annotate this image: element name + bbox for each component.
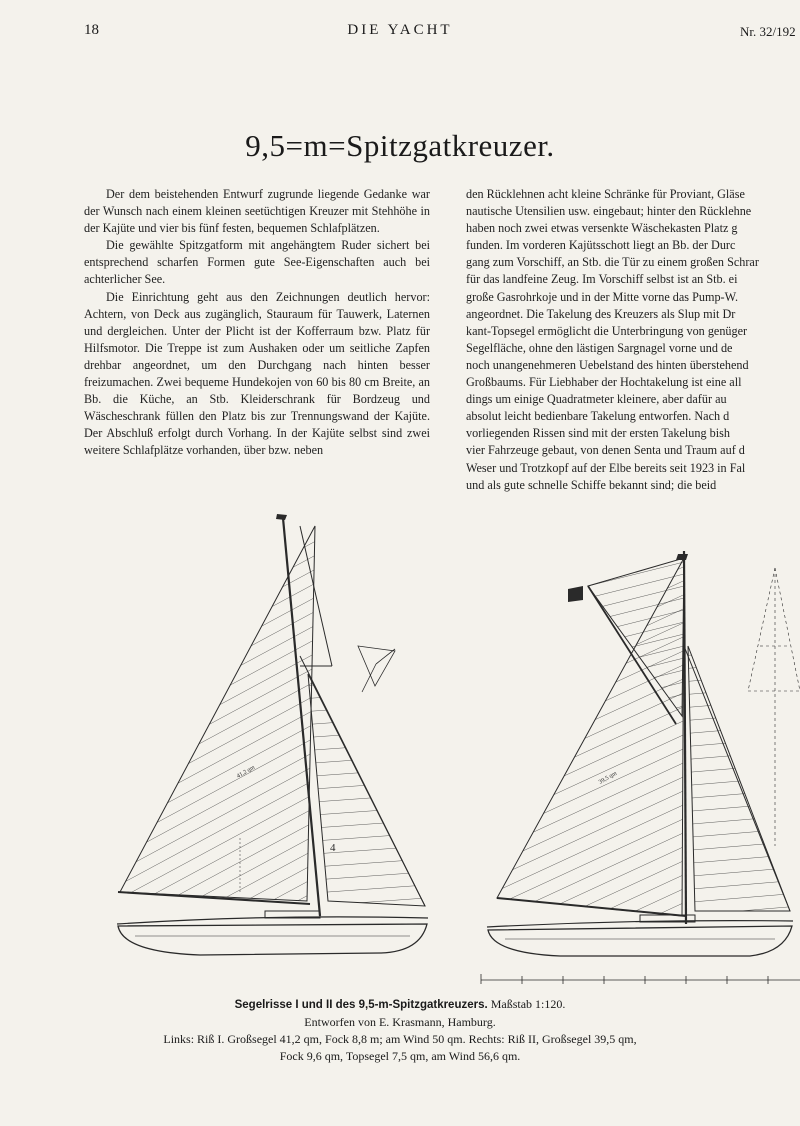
sail-seam — [680, 750, 800, 760]
caption-designer: Entworfen von E. Krasmann, Hamburg. — [304, 1015, 496, 1029]
text-line: Segelfläche, ohne den lästigen Sargnagel vorne und de — [466, 340, 733, 355]
text-line: kant-Topsegel ermöglicht die Unterbringung von genüger — [466, 323, 748, 338]
sail-seam — [580, 606, 700, 636]
sail-seam — [680, 789, 800, 799]
sail-seam — [680, 711, 800, 721]
text-line: und als gute schnelle Schiffe bekannt sind; die beid — [466, 477, 717, 492]
sail-seam — [300, 767, 440, 777]
text-line: vier Fahrzeuge gebaut, von denen Senta und Traum auf d — [466, 443, 745, 458]
sail-seam — [680, 685, 800, 695]
paragraph: Die Einrichtung geht aus den Zeichnungen deutlich hervor: Achtern, von Deck aus zugänglich, Stauraum für Tauwerk, Laternen und dergleichen. Unter der Plicht ist der Kofferraum bzw. Platz für Hilfsmotor. Die Treppe ist zum Aushaken oder um seitliche Zapfen drehbar angeordnet, um den Durchgang nach hinten besser freizumachen. Zwei bequeme Hundekojen von 60 bis 80 cm Breite, an Bb. die Küche, an Stb. Kleiderschrank für Bordzeug und Wäscheschrank füllen den Platz bis zur Trennungswand der Kajüte. Der Abschluß erfolgt durch Vorhang. In der Kajüte selbst sind zwei weitere Schlafplätze vorhanden, über bzw. neben — [84, 289, 430, 458]
text-line: noch unangenehmeren Uebelstand des hinten überstehend — [466, 357, 749, 372]
sail-seam — [300, 871, 440, 881]
forestay-right — [684, 646, 790, 911]
caption-details-2: Fock 9,6 qm, Topsegel 7,5 qm, am Wind 56,6 qm. — [279, 1049, 521, 1063]
caption-title: Segelrisse I und II des 9,5-m-Spitzgatkreuzers. — [234, 999, 488, 1011]
sail-seam — [680, 802, 800, 812]
mainsail-right — [497, 558, 684, 916]
mast-left — [283, 518, 320, 916]
topsail-right — [588, 558, 684, 716]
figure-caption — [0, 996, 800, 1065]
text-line: haben noch zwei etwas versenkte Wäschekasten Platz g — [466, 221, 738, 236]
mainsail-hatching-right — [460, 536, 720, 1062]
hull-right — [488, 926, 792, 956]
text-line: Großbaums. Für Liebhaber der Hochtakelung ist eine all — [466, 375, 742, 390]
sail-seam — [680, 724, 800, 734]
sail-plan-figure — [0, 506, 800, 994]
sail-seam — [680, 815, 800, 825]
sail-seam — [680, 828, 800, 838]
issue-number: Nr. 32/192 — [740, 24, 796, 39]
caption-scale: Maßstab 1:120. — [490, 997, 566, 1011]
sail-seam — [580, 618, 700, 648]
sail-seam — [300, 728, 440, 738]
sail-seam — [680, 854, 800, 864]
caption-title-line — [0, 996, 800, 1014]
sail-seam — [300, 754, 440, 764]
page-header — [0, 20, 800, 44]
sail-seam — [300, 702, 440, 712]
sail-plan-left — [80, 486, 440, 1060]
article-title: 9,5=m=Spitzgatkreuzer. — [245, 128, 555, 163]
sail-seam — [680, 880, 800, 890]
sail-seam — [300, 806, 440, 816]
flag-gaff-right — [568, 586, 583, 602]
forestay-left — [300, 656, 425, 906]
text-line: für das landfeine Zeug. Im Vorschiff selbst ist an Stb. ei — [466, 272, 738, 287]
sail-plan-right — [460, 536, 800, 1062]
sail-number: 4 — [330, 842, 336, 854]
gaff-right — [588, 586, 676, 724]
text-line: Weser und Trotzkopf auf der Elbe bereits seit 1923 in Fal — [466, 460, 746, 475]
sail-seam — [680, 893, 800, 903]
sail-seam — [680, 698, 800, 708]
sail-seam — [300, 845, 440, 855]
sail-seam — [680, 763, 800, 773]
mast-right — [684, 551, 686, 924]
jib-hatching-right — [680, 646, 800, 929]
caption-details-1: Links: Riß I. Großsegel 41,2 qm, Fock 8,8 m; am Wind 50 qm. Rechts: Riß II, Großsegel 39,5 qm, — [163, 1032, 637, 1046]
rig-sketch-right — [748, 568, 800, 846]
boom-left — [118, 892, 310, 904]
page-number: 18 — [84, 22, 99, 38]
running-title: DIE YACHT — [347, 22, 453, 38]
sail-seam — [300, 858, 440, 868]
hull-left — [118, 924, 427, 955]
sail-seam — [680, 867, 800, 877]
paragraph: Die gewählte Spitzgatform mit angehängtem Ruder sichert bei entsprechend scharfen Formen gute See-Eigenschaften auch bei achterlicher See. — [84, 238, 430, 287]
sail-seam — [580, 582, 700, 612]
mainsail-left — [120, 526, 315, 901]
text-line: dings um einige Quadratmeter kleinere, aber dafür au — [466, 392, 727, 407]
paragraph: Der dem beistehenden Entwurf zugrunde liegende Gedanke war der Wunsch nach einem kleinen seetüchtigen Kreuzer mit Stehhöhe in der Kajüte und vier bis fünf festen, bequemen Schlafplätzen. — [84, 187, 430, 236]
text-line: gang zum Vorschiff, an Stb. die Tür zu einem großen Schrar — [466, 255, 759, 270]
sail-seam — [80, 794, 340, 934]
sail-seam — [300, 780, 440, 790]
right-column — [466, 186, 800, 492]
sail-seam — [580, 630, 700, 660]
sail-seam — [580, 594, 700, 624]
text-line: große Gasrohrkoje und in der Mitte vorne das Pump-W. — [466, 289, 739, 304]
text-line: funden. Im vorderen Kajütsschott liegt an Bb. der Durc — [466, 238, 736, 253]
sail-seam — [300, 741, 440, 751]
sail-seam — [680, 646, 800, 656]
text-line: absolut leicht bedienbare Takelung entworfen. Nach d — [466, 409, 730, 424]
left-column — [84, 186, 430, 476]
sail-plan-drawing — [0, 506, 800, 994]
mainsail-hatching-left — [80, 486, 340, 1060]
text-line: den Rücklehnen acht kleine Schränke für Proviant, Gläse — [466, 187, 745, 201]
sail-seam — [680, 659, 800, 669]
small-sail-diagram — [358, 646, 395, 692]
sail-area-right: 39,5 qm — [598, 770, 619, 786]
flag-left — [276, 514, 287, 520]
sail-seam — [300, 715, 440, 725]
sail-seam — [680, 737, 800, 747]
sail-seam — [300, 832, 440, 842]
flag-mast-right — [676, 554, 688, 560]
text-line: nautische Utensilien usw. eingebaut; hinter den Rücklehne — [466, 204, 752, 219]
sail-seam — [300, 676, 440, 686]
sail-seam — [680, 841, 800, 851]
sail-area-left: 41,2 qm — [236, 764, 257, 780]
scale-bar — [481, 974, 800, 984]
sail-seam — [80, 850, 340, 990]
text-line: vorliegenden Rissen sind mit der ersten Takelung bish — [466, 426, 730, 441]
sail-seam — [300, 884, 440, 894]
text-line: angeordnet. Die Takelung des Kreuzers als Slup mit Dr — [466, 306, 736, 321]
